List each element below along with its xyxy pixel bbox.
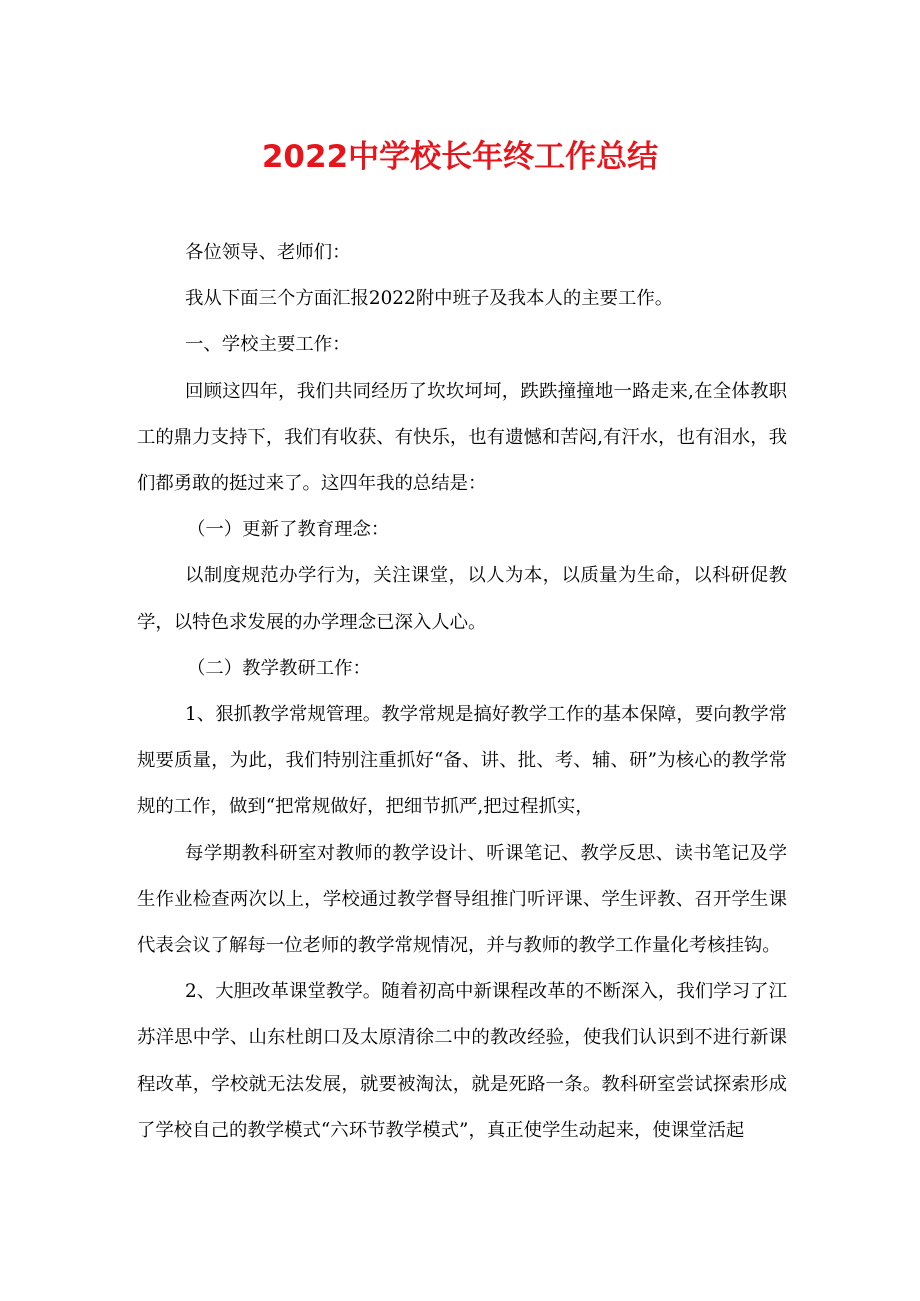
routine-management-paragraph: 1、狠抓教学常规管理。教学常规是搞好教学工作的基本保障，要向教学常规要质量，为此，我们特别注重抓好“备、讲、批、考、辅、研”为核心的教学常规的工作，做到“把常规做好，把细节抓严,把过程抓实，	[137, 704, 787, 818]
document-title: 2022中学校长年终工作总结	[261, 139, 659, 175]
document-body	[137, 230, 787, 1154]
classroom-reform-paragraph: 2、大胆改革课堂教学。随着初高中新课程改革的不断深入，我们学习了江苏洋思中学、山东杜朗口及太原清徐二中的教改经验，使我们认识到不进行新课程改革，学校就无法发展，就要被淘汰，就是死路一条。教科研室尝试探索形成了学校自己的教学模式“六环节教学模式”，真正使学生动起来，使课堂活起	[137, 981, 787, 1141]
subsection-heading: （二）教学教研工作：	[187, 657, 371, 679]
philosophy-paragraph: 以制度规范办学行为，关注课堂，以人为本，以质量为生命，以科研促教学，以特色求发展的办学理念已深入人心。	[137, 565, 787, 633]
review-paragraph: 回顾这四年，我们共同经历了坎坎坷坷，跌跌撞撞地一路走来,在全体教职工的鼎力支持下，我们有收获、有快乐，也有遗憾和苦闷,有汗水，也有泪水，我们都勇敢的挺过来了。这四年我的总结是：	[137, 380, 787, 495]
greeting-paragraph: 各位领导、老师们：	[185, 242, 351, 263]
intro-paragraph: 我从下面三个方面汇报2022附中班子及我本人的主要工作。	[185, 288, 674, 310]
subsection-heading: （一）更新了教育理念：	[187, 519, 390, 541]
inspection-paragraph: 每学期教科研室对教师的教学设计、听课笔记、教学反思、读书笔记及学生作业检查两次以上，学校通过教学督导组推门听评课、学生评教、召开学生课代表会议了解每一位老师的教学常规情况，并与教师的教学工作量化考核挂钩。	[137, 842, 787, 957]
section-heading: 一、学校主要工作：	[185, 334, 351, 356]
